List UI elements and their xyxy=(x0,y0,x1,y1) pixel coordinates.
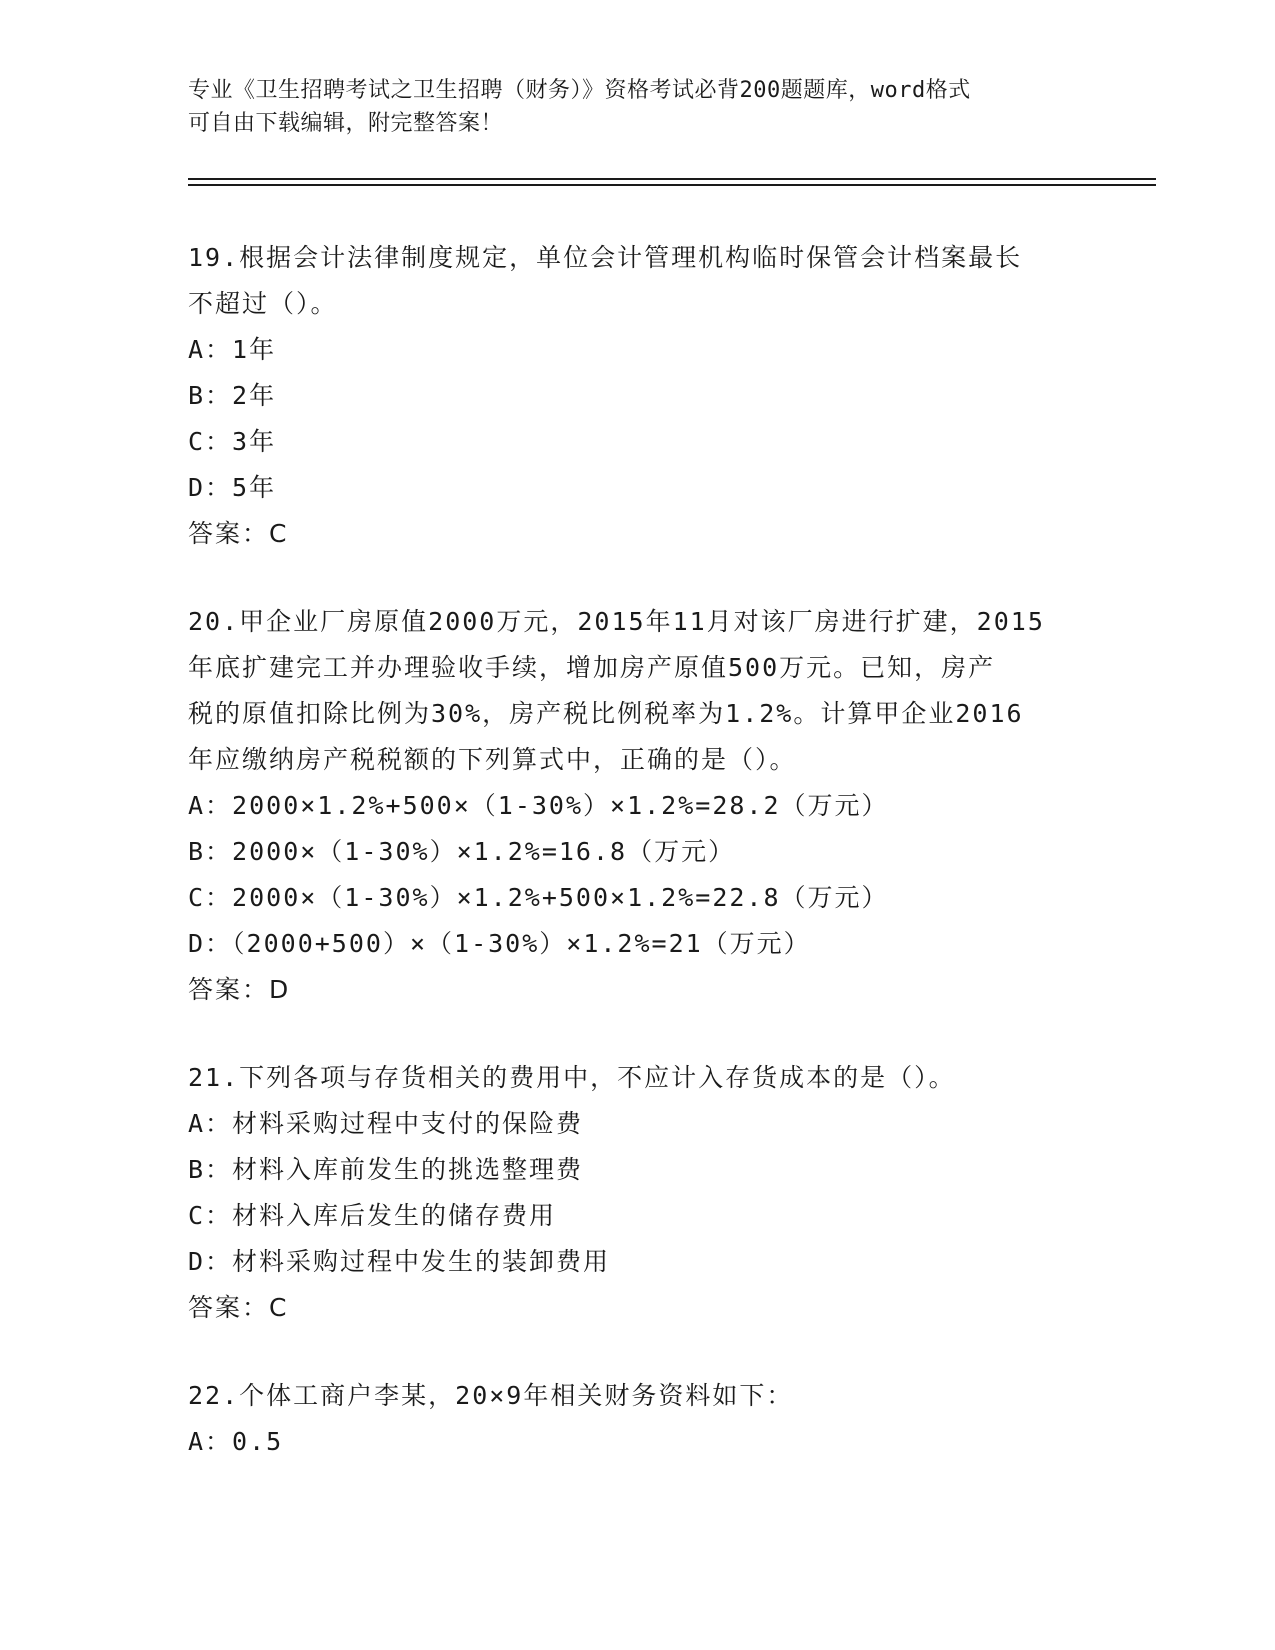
question-20 xyxy=(188,599,1088,1013)
question-stem-line: 19.根据会计法律制度规定，单位会计管理机构临时保管会计档案最长 xyxy=(188,243,1023,272)
answer: 答案：D xyxy=(188,975,291,1004)
answer: 答案：C xyxy=(188,1293,289,1322)
option-a: A：2000×1.2%+500×（1-30%）×1.2%=28.2（万元） xyxy=(188,791,889,820)
question-stem-line: 税的原值扣除比例为30%，房产税比例税率为1.2%。计算甲企业2016 xyxy=(188,699,1024,728)
question-19 xyxy=(188,235,1088,557)
option-a: A：材料采购过程中支付的保险费 xyxy=(188,1109,584,1138)
question-stem-line: 21.下列各项与存货相关的费用中，不应计入存货成本的是（）。 xyxy=(188,1063,956,1092)
option-d: D：材料采购过程中发生的装卸费用 xyxy=(188,1247,611,1276)
option-a: A：1年 xyxy=(188,335,277,364)
question-stem-line: 22.个体工商户李某，20×9年相关财务资料如下： xyxy=(188,1381,794,1410)
option-d: D：5年 xyxy=(188,473,277,502)
question-stem-line: 年应缴纳房产税税额的下列算式中，正确的是（）。 xyxy=(188,745,797,774)
header-line-2: 可自由下载编辑，附完整答案！ xyxy=(188,111,504,136)
question-21 xyxy=(188,1055,1088,1331)
option-b: B：2年 xyxy=(188,381,277,410)
question-22 xyxy=(188,1373,1088,1465)
question-stem-line: 不超过（）。 xyxy=(188,289,338,318)
option-c: C：2000×（1-30%）×1.2%+500×1.2%=22.8（万元） xyxy=(188,883,889,912)
header-line-1: 专业《卫生招聘考试之卫生招聘（财务）》资格考试必背200题题库，word格式 xyxy=(188,78,971,103)
header-divider-bottom xyxy=(188,184,1156,186)
option-b: B：材料入库前发生的挑选整理费 xyxy=(188,1155,584,1184)
option-c: C：材料入库后发生的储存费用 xyxy=(188,1201,557,1230)
question-stem-line: 20.甲企业厂房原值2000万元，2015年11月对该厂房进行扩建，2015 xyxy=(188,607,1045,636)
option-a: A：0.5 xyxy=(188,1427,284,1456)
option-b: B：2000×（1-30%）×1.2%=16.8（万元） xyxy=(188,837,736,866)
document-header xyxy=(188,74,1068,140)
question-list xyxy=(188,235,1088,1507)
option-d: D：（2000+500）×（1-30%）×1.2%=21（万元） xyxy=(188,929,811,958)
option-c: C：3年 xyxy=(188,427,277,456)
header-divider-top xyxy=(188,178,1156,180)
question-stem-line: 年底扩建完工并办理验收手续，增加房产原值500万元。已知，房产 xyxy=(188,653,996,682)
answer: 答案：C xyxy=(188,519,289,548)
